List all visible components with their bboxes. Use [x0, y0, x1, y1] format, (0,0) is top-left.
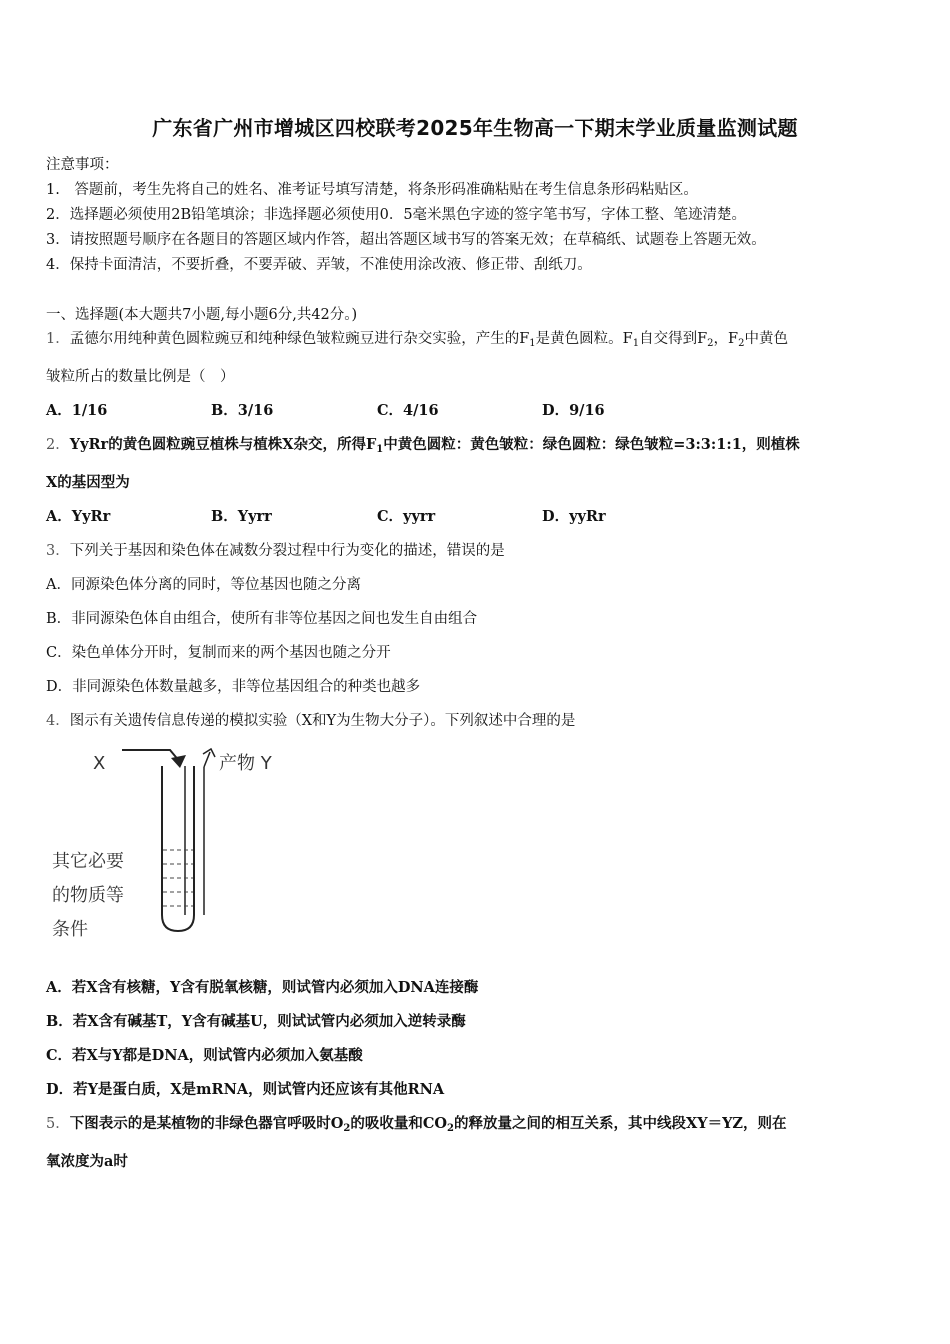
question-5-stem-line2: 氧浓度为a时: [46, 1153, 128, 1170]
option-a[interactable]: A．同源染色体分离的同时，等位基因也随之分离: [46, 577, 361, 593]
option-b[interactable]: B．若X含有碱基T，Y含有碱基U，则试试管内必须加入逆转录酶: [46, 1013, 466, 1030]
output-arrow-line: [204, 752, 210, 767]
q3-text: 下列关于基因和染色体在减数分裂过程中行为变化的描述，错误的是: [69, 543, 505, 559]
conditions-label: 其它必要: [52, 851, 124, 872]
section-heading: 一、选择题(本大题共7小题,每小题6分,共42分。): [46, 307, 358, 323]
option-d[interactable]: D．若Y是蛋白质，X是mRNA，则试管内还应该有其他RNA: [46, 1081, 445, 1098]
subscript: 2: [738, 338, 745, 349]
option-d[interactable]: D．非同源染色体数量越多，非等位基因组合的种类也越多: [46, 679, 421, 695]
q1-text: 自交得到F: [639, 331, 708, 347]
notice-item: 2．选择题必须使用2B铅笔填涂；非选择题必须使用0．5毫米黑色字迹的签字笔书写，字体工整、笔迹清楚。: [46, 207, 747, 223]
option-d[interactable]: D．yyRr: [542, 508, 606, 525]
question-5-stem: [46, 1112, 787, 1133]
subscript: 2: [447, 1123, 454, 1134]
option-c[interactable]: C．4/16: [377, 402, 439, 419]
subscript: 2: [707, 338, 714, 349]
q5-text: 下图表示的是某植物的非绿色器官呼吸时O: [69, 1115, 344, 1132]
question-1-stem: [46, 327, 788, 348]
x-label: X: [93, 753, 106, 774]
subscript: 1: [529, 338, 536, 349]
question-1-stem-line2: 皱粒所占的数量比例是（ ）: [46, 369, 235, 385]
option-a[interactable]: A．若X含有核糖，Y含有脱氧核糖，则试管内必须加入DNA连接酶: [46, 979, 479, 996]
q4-text: 图示有关遗传信息传递的模拟实验（X和Y为生物大分子）。下列叙述中合理的是: [69, 713, 576, 729]
question-number: 1．: [46, 331, 70, 347]
input-arrow-head: [171, 755, 186, 768]
question-4-stem: [46, 709, 575, 730]
q1-text: 是黄色圆粒。F: [535, 331, 633, 347]
option-c[interactable]: C．若X与Y都是DNA，则试管内必须加入氨基酸: [46, 1047, 363, 1064]
conditions-label: 的物质等: [52, 885, 124, 906]
option-b[interactable]: B．Yyrr: [211, 508, 272, 525]
notice-item: 1. 答题前，考生先将自己的姓名、准考证号填写清楚，将条形码准确粘贴在考生信息条形码粘贴区。: [46, 182, 698, 198]
q1-text: ，F: [713, 331, 739, 347]
option-c[interactable]: C．染色单体分开时，复制而来的两个基因也随之分开: [46, 645, 391, 661]
notice-heading: 注意事项：: [46, 157, 119, 173]
q5-text: 的释放量之间的相互关系，其中线段XY＝YZ，则在: [453, 1115, 787, 1132]
option-a[interactable]: A．1/16: [46, 402, 108, 419]
q1-text: 中黄色: [744, 331, 788, 347]
option-d[interactable]: D．9/16: [542, 402, 605, 419]
input-arrow-line: [122, 750, 180, 762]
subscript: 2: [343, 1123, 351, 1134]
question-2-stem-line2: X的基因型为: [46, 474, 130, 491]
question-3-stem: [46, 539, 505, 560]
q2-text: YyRr的黄色圆粒豌豆植株与植株X杂交，所得F: [69, 436, 377, 453]
option-b[interactable]: B．3/16: [211, 402, 274, 419]
q1-text: 孟德尔用纯种黄色圆粒豌豆和纯种绿色皱粒豌豆进行杂交实验，产生的F: [69, 331, 530, 347]
notice-item: 4．保持卡面清洁，不要折叠，不要弄破、弄皱，不准使用涂改液、修正带、刮纸刀。: [46, 257, 592, 273]
subscript: 1: [632, 338, 640, 349]
question-number: 5．: [46, 1116, 70, 1132]
q5-text: 的吸收量和CO: [350, 1115, 448, 1132]
subscript: 1: [376, 444, 384, 455]
question-number: 2．: [46, 437, 70, 453]
option-b[interactable]: B．非同源染色体自由组合，使所有非等位基因之间也发生自由组合: [46, 611, 478, 627]
question-number: 4．: [46, 713, 70, 729]
q2-text: 中黄色圆粒：黄色皱粒：绿色圆粒：绿色皱粒=3:3:1:1，则植株: [383, 436, 800, 453]
notice-item: 3．请按照题号顺序在各题目的答题区域内作答，超出答题区域书写的答案无效；在草稿纸、试题卷上答题无效。: [46, 232, 766, 248]
conditions-label: 条件: [52, 919, 88, 940]
question-2-stem: [46, 433, 800, 454]
question-number: 3．: [46, 543, 70, 559]
option-a[interactable]: A．YyRr: [46, 508, 111, 525]
page-title: 广东省广州市增城区四校联考2025年生物高一下期末学业质量监测试题: [152, 116, 798, 140]
test-tube-figure: [40, 738, 300, 948]
y-label: 产物 Y: [219, 753, 272, 774]
option-c[interactable]: C．yyrr: [377, 508, 436, 525]
